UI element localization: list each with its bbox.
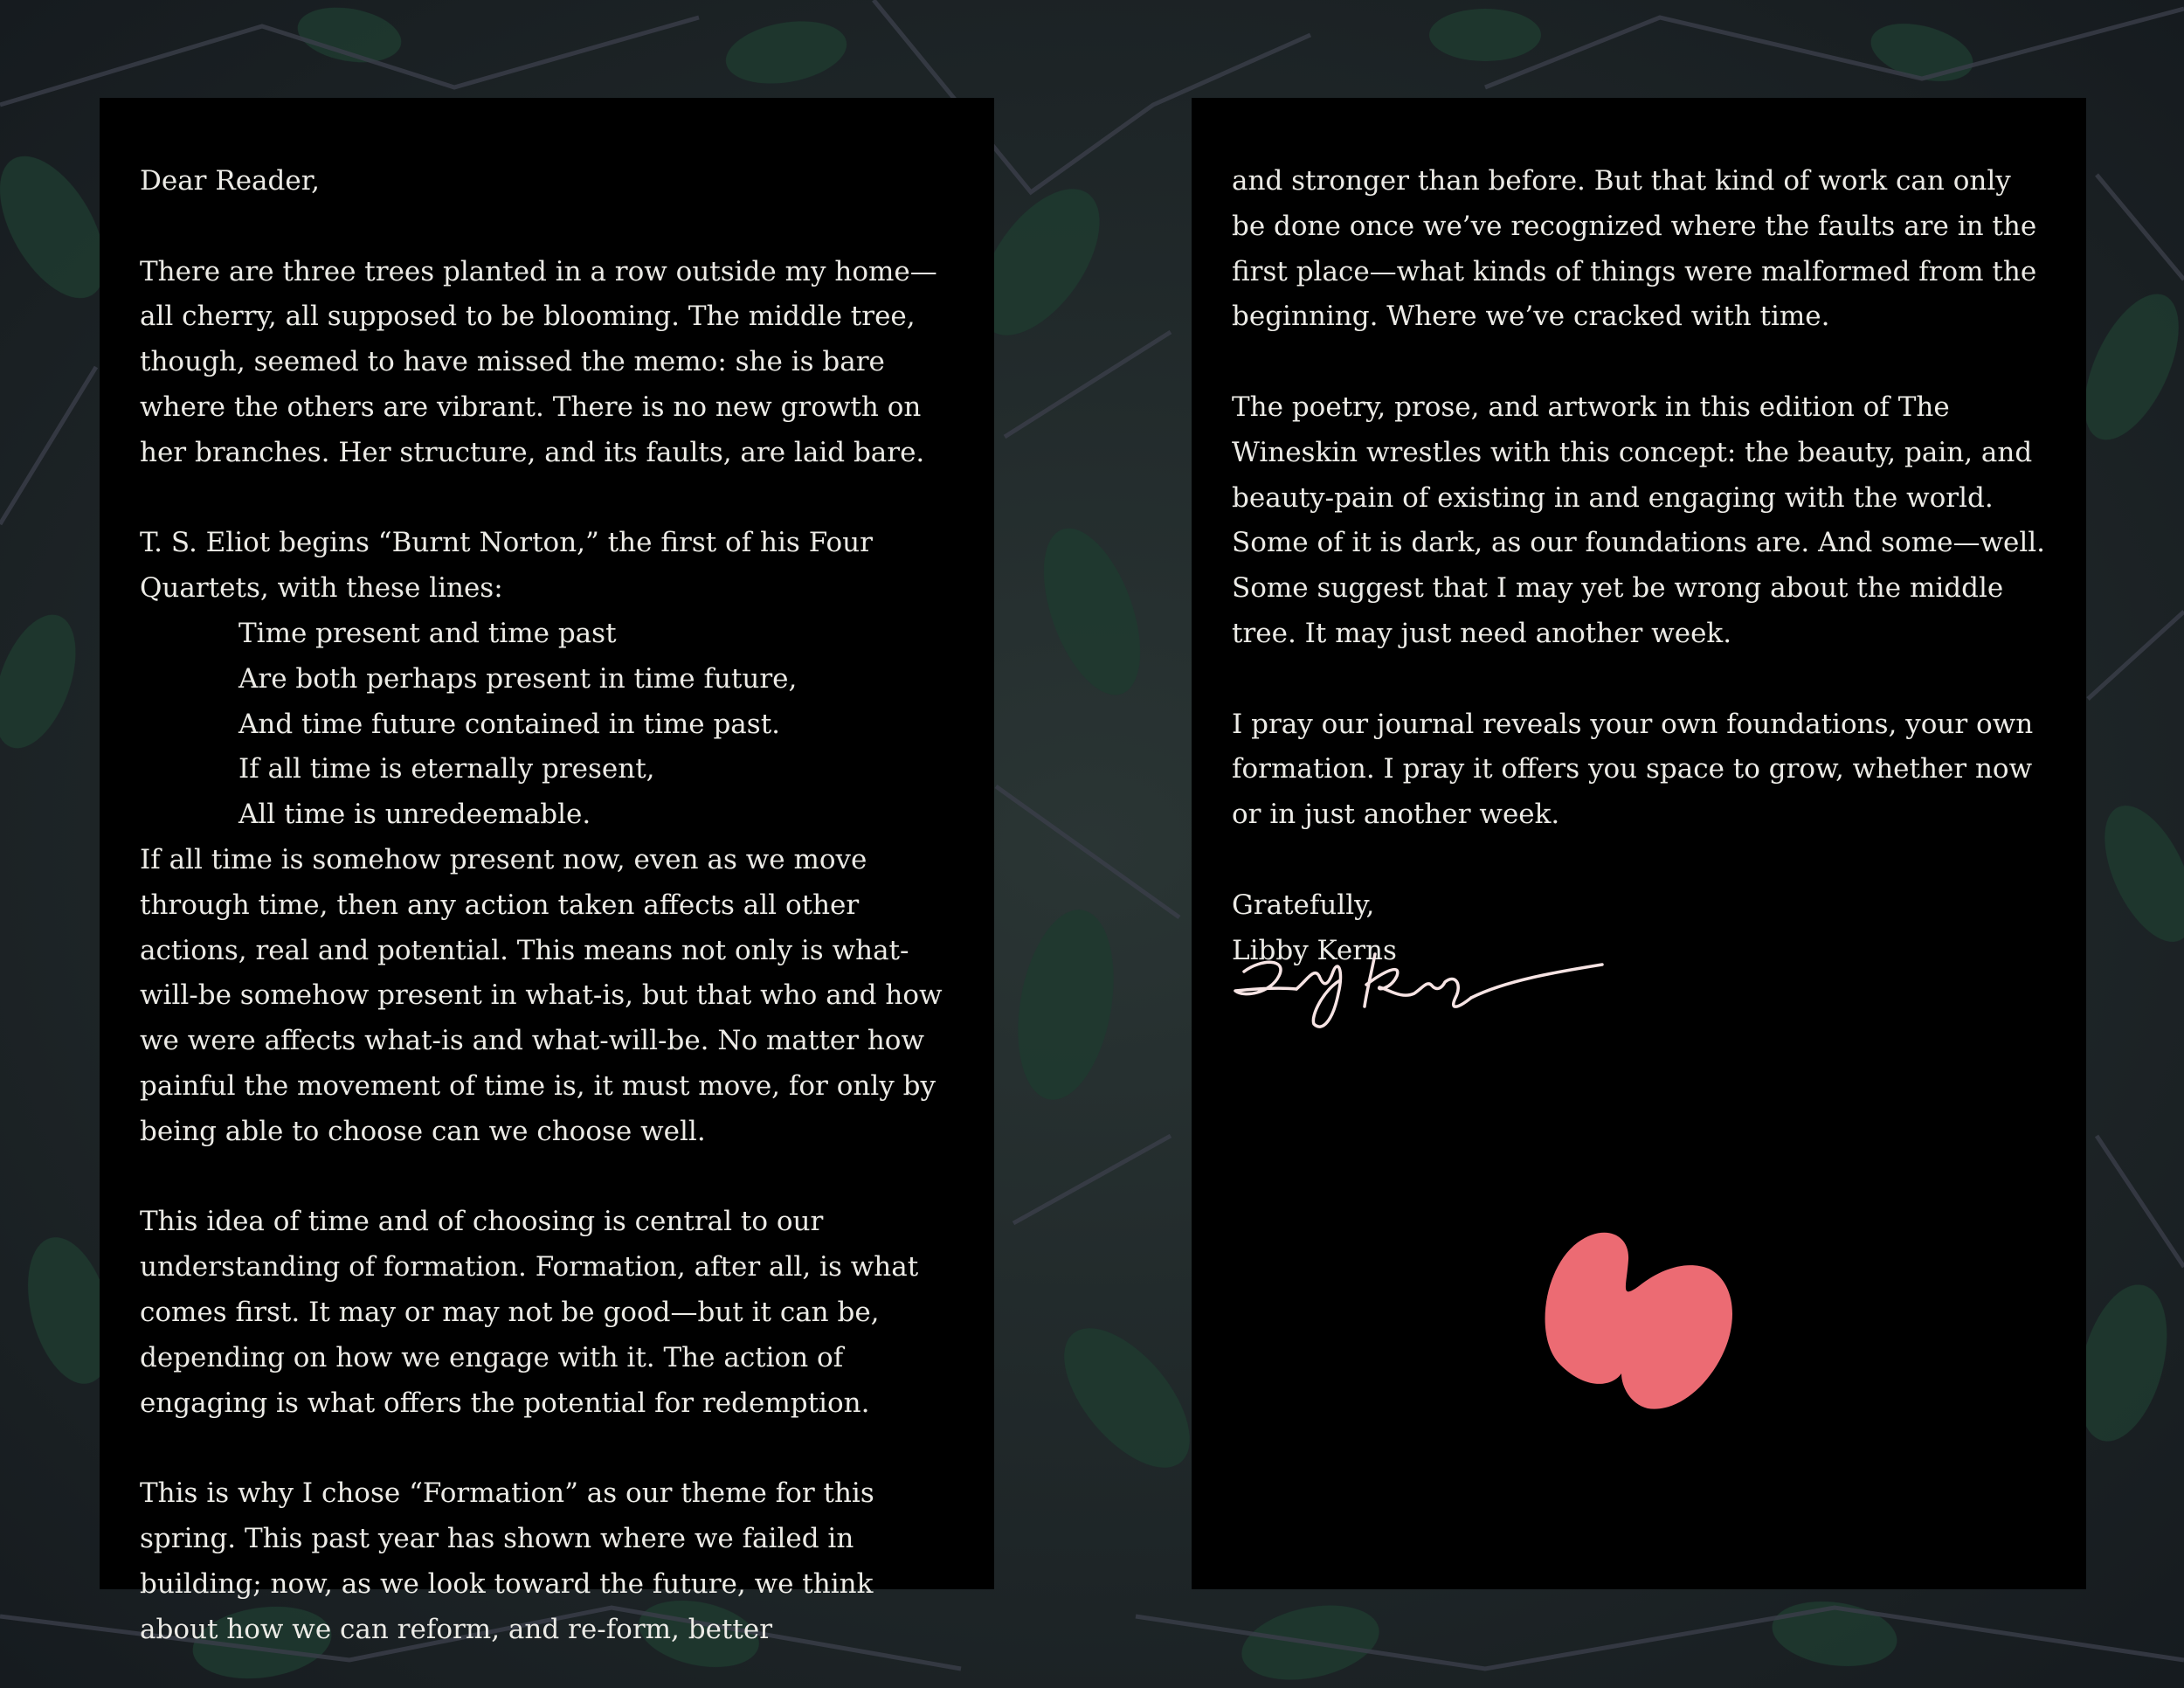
letter-page-left [100,98,994,1645]
paragraph-1: There are three trees planted in a row outside my home—all cherry, all supposed to be blooming. The middle tree, though, seemed to have missed the memo: she is bare where the others are vibrant. There is no new growth on her branches. Her structure, and its faults, are laid bare. [140,255,937,468]
paragraph-8: I pray our journal reveals your own foundations, your own formation. I pray it offers you space to grow, whether now or in just another week. [1232,708,2034,831]
paragraph-7: The poetry, prose, and artwork in this edition of The Wineskin wrestles with this concept: the beauty, pain, and beauty-pain of existing in and engaging with the world. Some of it is dark, as our foundations are. And some—well. Some suggest that I may yet be wrong about the middle tree. It may just need another week. [1232,391,2046,649]
letter-page-right [1192,98,2086,1589]
verse-line: And time future contained in time past. [238,708,780,740]
closing-word: Gratefully, [1232,889,1375,921]
verse-line: All time is unredeemable. [238,799,591,831]
author-name: Libby Kerns [1232,934,1397,966]
paragraph-3: If all time is somehow present now, even as we move through time, then any action taken affects all other actions, real and potential. This means not only is what-will-be somehow present in what-is, but that who and how we were affects what-is and what-will-be. No matter how painful the movement of time is, it must move, for only by being able to choose can we choose well. [140,843,943,1147]
handwritten-signature [1227,937,1611,1041]
verse-line: Time present and time past [238,617,617,649]
eliot-quote [140,612,954,838]
paragraph-4: This idea of time and of choosing is central to our understanding of formation. Formation, after all, is what comes first. It may or may not be good—but it can be, depending on how we engage with it. The action of engaging is what offers the potential for redemption. [140,1206,919,1419]
paragraph-6: and stronger than before. But that kind of work can only be done once we’ve recognized where the faults are in the first place—what kinds of things were malformed from the beginning. Where we’ve cracked with time. [1232,165,2037,333]
heart-blob-icon [1534,1216,1744,1417]
salutation: Dear Reader, [140,165,320,197]
paragraph-2: T. S. Eliot begins “Burnt Norton,” the first of his Four Quartets, with these lines: [140,527,873,605]
verse-line: If all time is eternally present, [238,753,655,785]
verse-line: Are both perhaps present in time future, [238,662,798,695]
paragraph-5: This is why I chose “Formation” as our theme for this spring. This past year has shown where we failed in building; now, as we look toward the future, we think about how we can reform, and re-form, better [140,1477,874,1645]
